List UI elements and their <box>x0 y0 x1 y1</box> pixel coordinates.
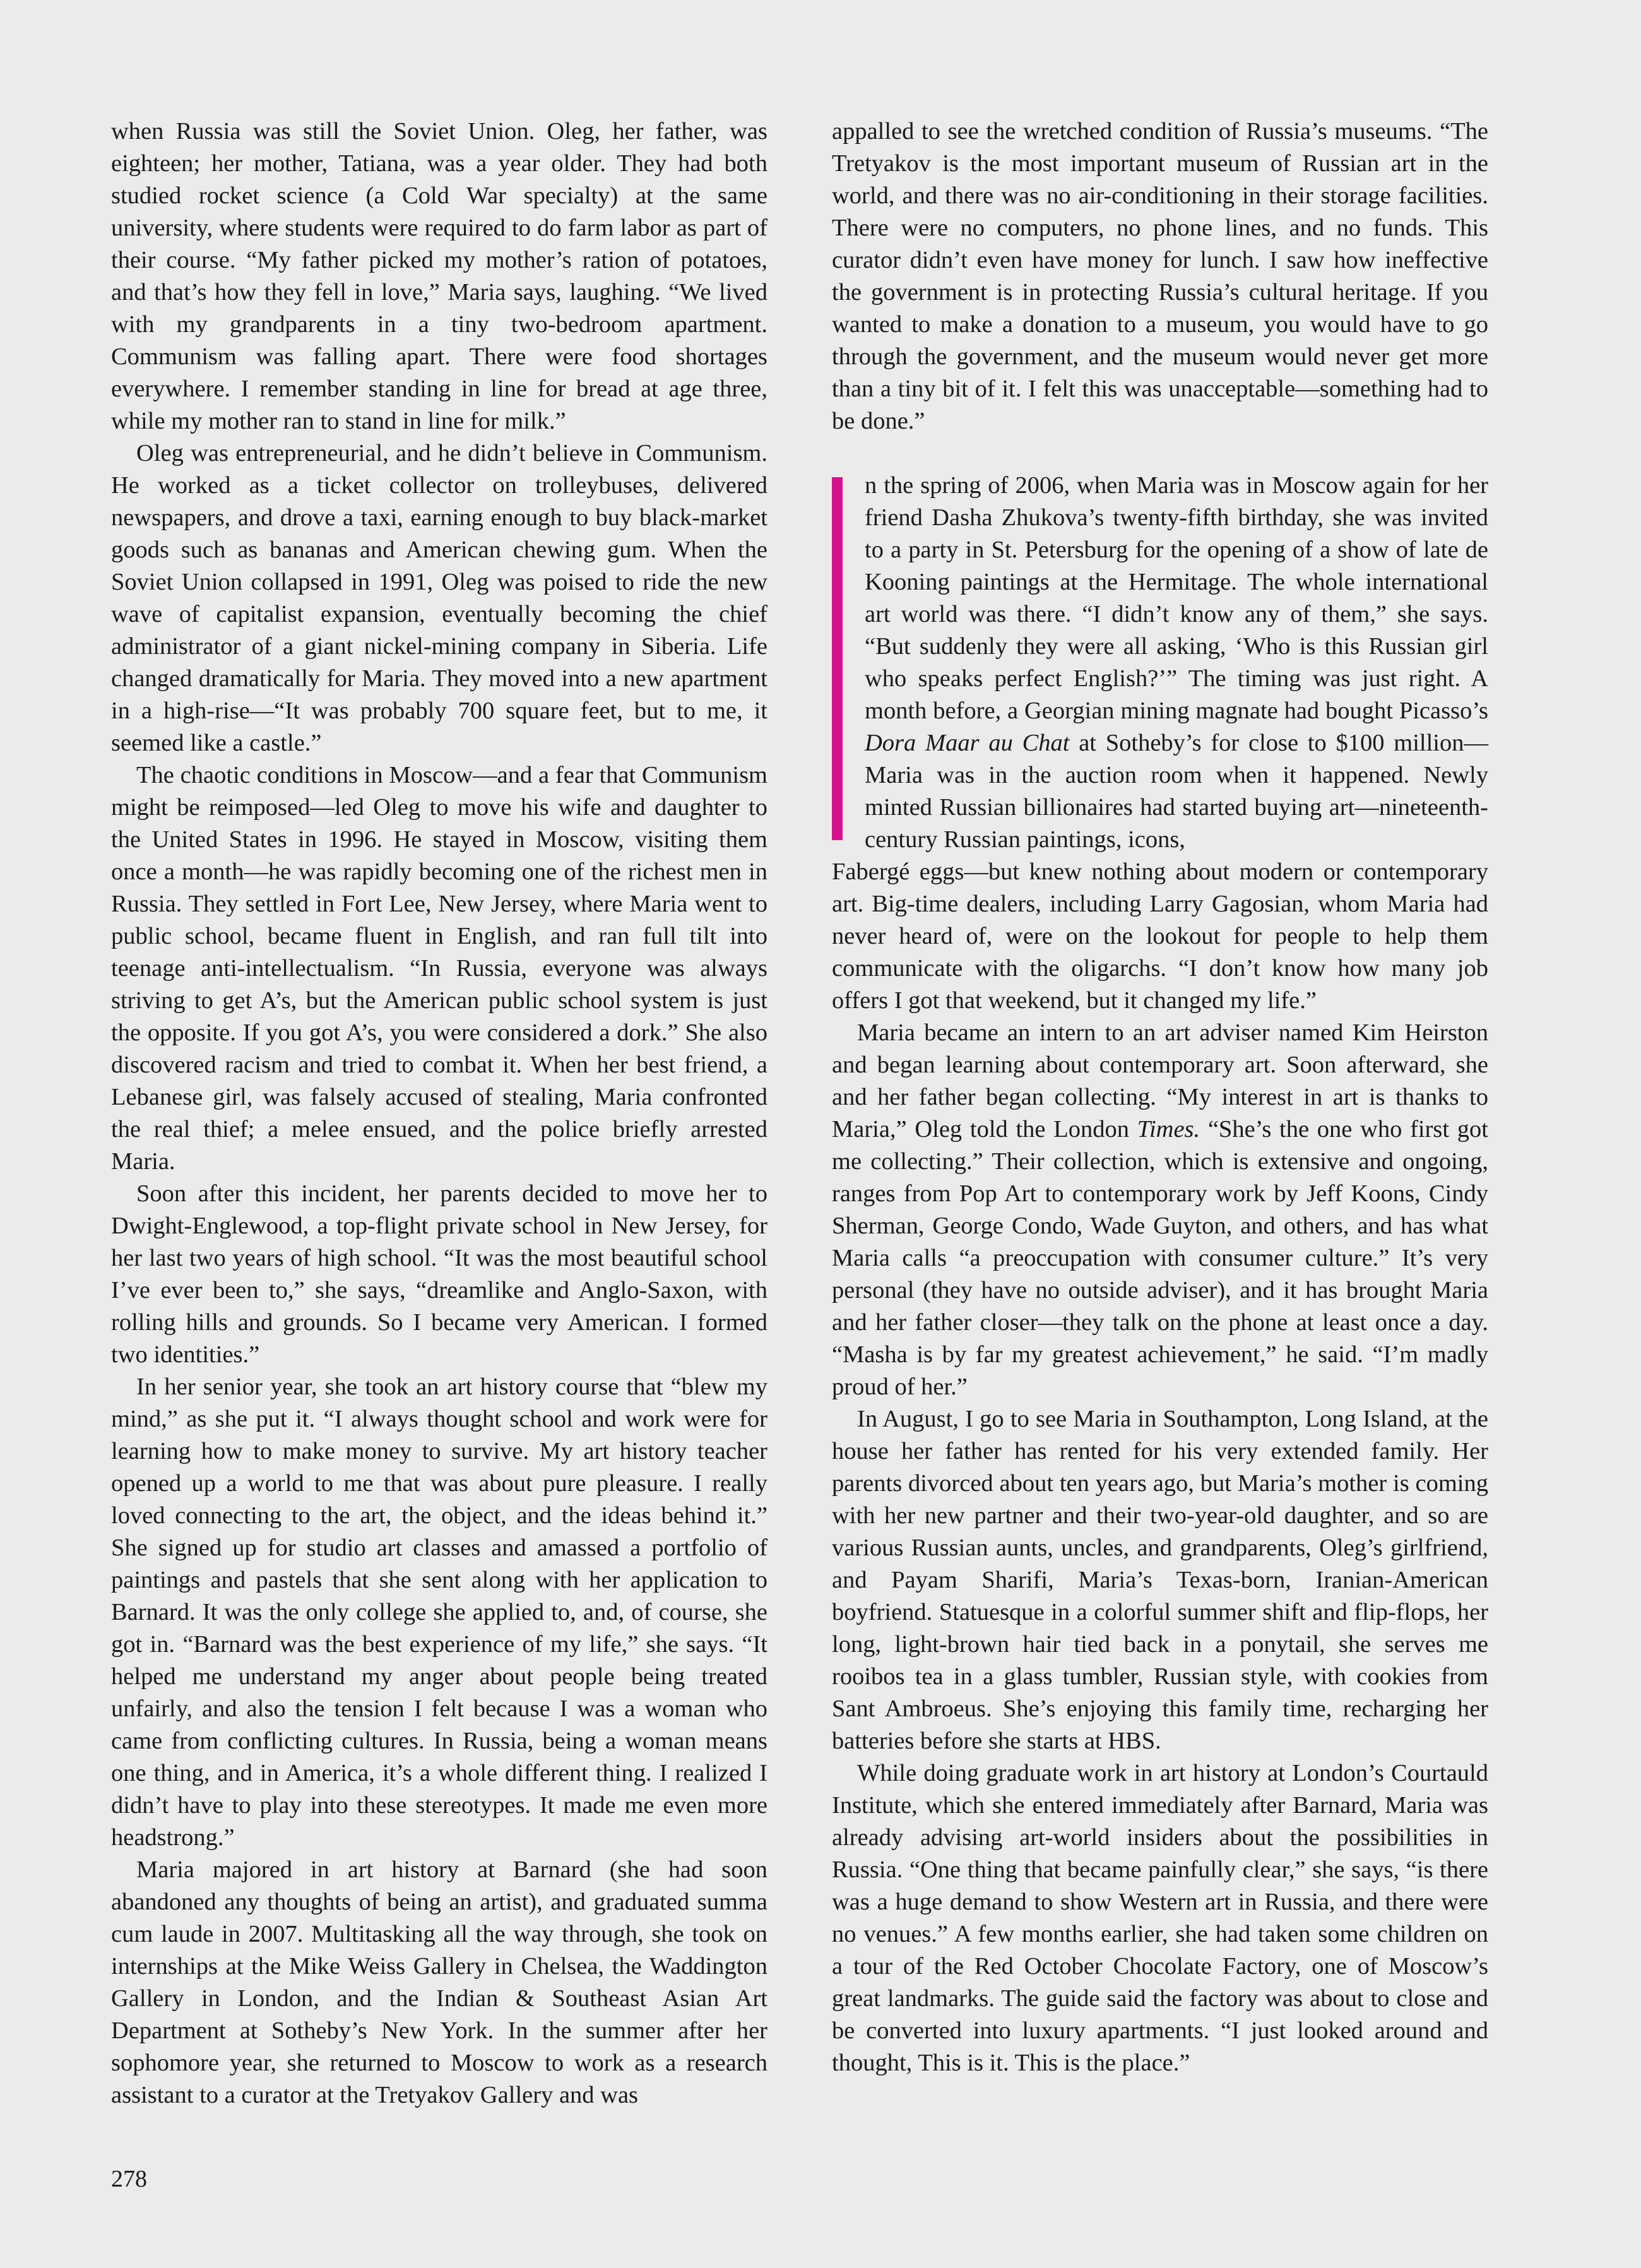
paragraph: when Russia was still the Soviet Union. Oleg, her father, was eighteen; her mother, Tatiana, was a year older. They had both studied rocket science (a Cold War specialty) at the same university, where students were required to do farm labor as part of their course. “My father picked my mother’s ration of potatoes, and that’s how they fell in love,” Maria says, laughing. “We lived with my grandparents in a tiny two-bedroom apartment. Communism was falling apart. There were food shortages everywhere. I remember standing in line for bread at age three, while my mother ran to stand in line for milk.” <box>111 118 767 434</box>
section-text: n the spring of 2006, when Maria was in Moscow again for her friend Dasha Zhukova’s twenty-fifth birthday, she was invited to a party in St. Petersburg for the opening of a show of late de Kooning paintings at the Hermitage. The whole international art world was there. “I didn’t know any of them,” she says. “But suddenly they were all asking, ‘Who is this Russian girl who speaks perfect English?’” The timing was just right. A month before, a Georgian mining magnate had bought Picasso’s <box>865 472 1488 724</box>
paragraph: Maria majored in art history at Barnard (she had soon abandoned any thoughts of being an artist), and graduated summa cum laude in 2007. Multitasking all the way through, she took on internships at the Mike Weiss Gallery in Chelsea, the Waddington Gallery in London, and the Indian & Southeast Asian Art Department at Sotheby’s New York. In the summer after her sophomore year, she returned to Moscow to work as a research assistant to a curator at the Tretyakov Gallery and was <box>111 1856 767 2108</box>
paragraph: appalled to see the wretched condition of Russia’s museums. “The Tretyakov is the most important museum of Russian art in the world, and there was no air-conditioning in their storage facilities. There were no computers, no phone lines, and no funds. This curator didn’t even have money for lunch. I saw how ineffective the government is in protecting Russia’s cultural heritage. If you wanted to make a donation to a museum, you would have to go through the government, and the museum would never get more than a tiny bit of it. I felt this was unacceptable—something had to be done.” <box>832 118 1488 434</box>
paragraph: While doing graduate work in art history at London’s Courtauld Institute, which she entered immediately after Barnard, Maria was already advising art-world insiders about the possibilities in Russia. “One thing that became painfully clear,” she says, “is there was a huge demand to show Western art in Russia, and there were no venues.” A few months earlier, she had taken some children on a tour of the Red October Chocolate Factory, one of Moscow’s great landmarks. The guide said the factory was about to close and be converted into luxury apartments. “I just looked around and thought, This is it. This is the place.” <box>832 1760 1488 2076</box>
paragraph <box>832 1017 1488 1403</box>
section-opening-text <box>832 470 1488 856</box>
section-opening <box>832 470 1488 1017</box>
right-column <box>832 116 1488 2079</box>
paragraph: Oleg was entrepreneurial, and he didn’t believe in Communism. He worked as a ticket collector on trolleybuses, delivered newspapers, and drove a taxi, earning enough to buy black-market goods such as bananas and American chewing gum. When the Soviet Union collapsed in 1991, Oleg was poised to ride the new wave of capitalist expansion, eventually becoming the chief administrator of a giant nickel-mining company in Siberia. Life changed dramatically for Maria. They moved into a new apartment in a high-rise—“It was probably 700 square feet, but to me, it seemed like a castle.” <box>111 440 767 756</box>
left-column <box>111 116 767 2111</box>
section-text-continued: at Sotheby’s for close to $100 million—Maria was in the auction room when it happened. Newly minted Russian billionaires had started buying art—nineteenth-century Russian paintings, icons, <box>865 730 1488 853</box>
paragraph: Soon after this incident, her parents decided to move her to Dwight-Englewood, a top-flight private school in New Jersey, for her last two years of high school. “It was the most beautiful school I’ve ever been to,” she says, “dreamlike and Anglo-Saxon, with rolling hills and grounds. So I became very American. I formed two identities.” <box>111 1180 767 1368</box>
publication-title: Times. <box>1137 1116 1200 1143</box>
intern-text-continued: “She’s the one who first got me collecting.” Their collection, which is extensive and ongoing, ranges from Pop Art to contemporary work by Jeff Koons, Cindy Sherman, George Condo, Wade Guyton, and others, and has what Maria calls “a preoccupation with consumer culture.” It’s very personal (they have no outside adviser), and it has brought Maria and her father closer—they talk on the phone at least once a day. “Masha is by far my greatest achievement,” he said. “I’m madly proud of her.” <box>832 1116 1488 1400</box>
page-number: 278 <box>111 2166 147 2192</box>
accent-bar <box>832 477 843 840</box>
intern-text: Maria became an intern to an art adviser named Kim Heirston and began learning about contemporary art. Soon afterward, she and her father began collecting. “My interest in art is thanks to Maria,” Oleg told the London <box>832 1019 1488 1143</box>
artwork-title: Dora Maar au Chat <box>865 730 1070 756</box>
paragraph: In her senior year, she took an art history course that “blew my mind,” as she put it. “I always thought school and work were for learning how to make money to survive. My art history teacher opened up a world to me that was about pure pleasure. I really loved connecting to the art, the object, and the ideas behind it.” She signed up for studio art classes and amassed a portfolio of paintings and pastels that she sent along with her application to Barnard. It was the only college she applied to, and, of course, she got in. “Barnard was the best experience of my life,” she says. “It helped me understand my anger about people being treated unfairly, and also the tension I felt because I was a woman who came from conflicting cultures. In Russia, being a woman means one thing, and in America, it’s a whole different thing. I realized I didn’t have to play into these stereotypes. It made me even more headstrong.” <box>111 1374 767 1851</box>
paragraph: In August, I go to see Maria in Southampton, Long Island, at the house her father has rented for his very extended family. Her parents divorced about ten years ago, but Maria’s mother is coming with her new partner and their two-year-old daughter, and so are various Russian aunts, uncles, and grandparents, Oleg’s girlfriend, and Payam Sharifi, Maria’s Texas-born, Iranian-American boyfriend. Statuesque in a colorful summer shift and flip-flops, her long, light-brown hair tied back in a ponytail, she serves me rooibos tea in a glass tumbler, Russian style, with cookies from Sant Ambroeus. She’s enjoying this family time, recharging her batteries before she starts at HBS. <box>832 1406 1488 1754</box>
section-opening-full-width: Fabergé eggs—but knew nothing about modern or contemporary art. Big-time dealers, including Larry Gagosian, whom Maria had never heard of, were on the lookout for people to help them communicate with the oligarchs. “I don’t know how many job offers I got that weekend, but it changed my life.” <box>832 858 1488 1014</box>
paragraph: The chaotic conditions in Moscow—and a fear that Communism might be reimposed—led Oleg to move his wife and daughter to the United States in 1996. He stayed in Moscow, visiting them once a month—he was rapidly becoming one of the richest men in Russia. They settled in Fort Lee, New Jersey, where Maria went to public school, became fluent in English, and ran full tilt into teenage anti-intellectualism. “In Russia, everyone was always striving to get A’s, but the American public school system is just the opposite. If you got A’s, you were considered a dork.” She also discovered racism and tried to combat it. When her best friend, a Lebanese girl, was falsely accused of stealing, Maria confronted the real thief; a melee ensued, and the police briefly arrested Maria. <box>111 762 767 1175</box>
